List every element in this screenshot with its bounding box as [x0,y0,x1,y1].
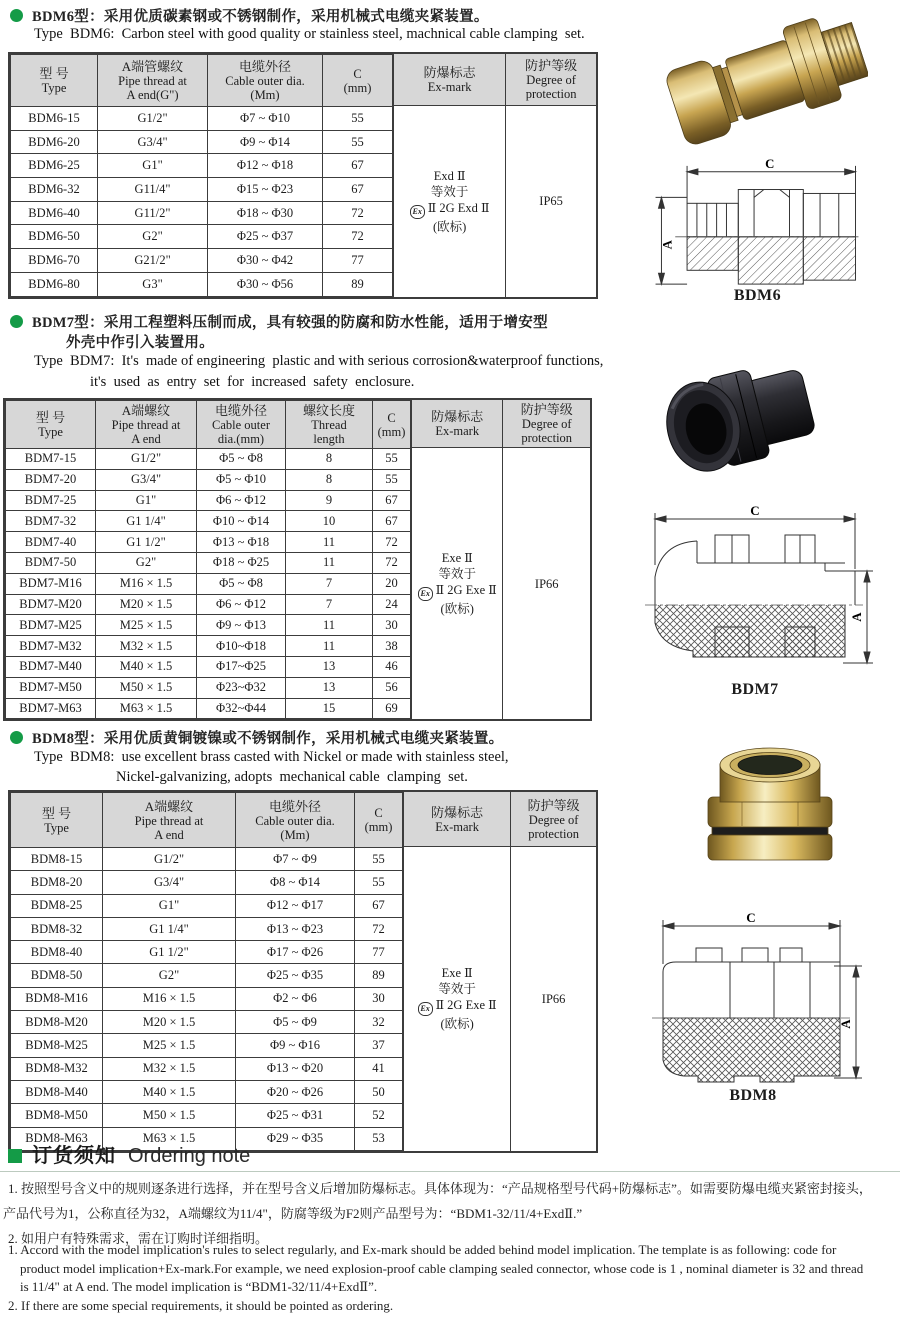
svg-text:C: C [746,912,756,925]
col-header-ex-mark: 防爆标志 Ex-mark [394,54,505,106]
cell-thread-length: 11 [286,636,373,657]
cell-c: 20 [373,573,411,594]
col-header-protection: 防护等级 Degree of protection [511,792,596,847]
note-line: 2. 如用户有特殊需求，需在订购时详细指明。 [8,1231,269,1246]
cell-thread-length: 9 [286,490,373,511]
cell-type: BDM7-15 [6,449,96,470]
ex-mark-value: Exe Ⅱ 等效于 Ex Ⅱ 2G Exe Ⅱ (欧标) [412,448,502,719]
cell-c: 55 [323,107,393,131]
bdm7-table [3,398,592,721]
svg-text:C: C [765,158,775,171]
cell-type: BDM7-20 [6,469,96,490]
bdm6-drawing [650,158,865,295]
cell-thread-length: 11 [286,552,373,573]
col-header-thread: A端螺纹 Pipe thread at A end [103,793,236,848]
cell-type: BDM8-M40 [11,1080,103,1103]
bdm6-photo [663,2,868,159]
cell-cable: Φ13 ~ Φ20 [236,1057,355,1080]
cell-type: BDM8-M25 [11,1034,103,1057]
table-row [11,1080,403,1103]
cell-cable: Φ5 ~ Φ8 [197,449,286,470]
col-header-cable: 电缆外径 Cable outer dia.(mm) [197,401,286,449]
protection-column [505,54,596,297]
cell-c: 77 [323,249,393,273]
svg-text:A: A [849,612,864,622]
section-title-cn-2: 外壳中作引入装置用。 [66,335,214,351]
cell-thread: G2" [103,964,236,987]
col-header-type: 型 号 Type [11,793,103,848]
bdm8-table-grid [10,792,403,1151]
ex-mark-value: Exe Ⅱ 等效于 Ex Ⅱ 2G Exe Ⅱ (欧标) [404,847,510,1151]
cell-cable: Φ25 ~ Φ31 [236,1104,355,1127]
table-row [6,449,411,470]
cell-type: BDM8-32 [11,917,103,940]
note-line: 产品代号为1，公称直径为32，A端螺纹为11/4"，防腐等级为F2则产品型号为：“BDM1-32/11/4+ExdⅡ.” [3,1206,583,1221]
cell-c: 55 [323,130,393,154]
cell-thread-length: 8 [286,469,373,490]
cell-thread: G21/2" [98,249,208,273]
note-line: product model implication+Ex-mark.For example, we need explosion-proof cable clamping sealed connector, whose code is 1 , nominal diameter is 32 and thread [20,1260,864,1276]
ex-mark-column [403,792,510,1151]
figure-label-bdm6: BDM6 [733,287,782,304]
cell-cable: Φ10 ~ Φ14 [197,511,286,532]
protection-column [502,400,590,719]
cell-thread-length: 8 [286,449,373,470]
table-row [6,656,411,677]
col-header-type: 型 号 Type [11,55,98,107]
ordering-note-heading [8,1139,250,1168]
cell-thread: M40 × 1.5 [96,656,197,677]
cell-c: 72 [373,552,411,573]
col-header-thread: A端螺纹 Pipe thread at A end [96,401,197,449]
ex-mark-column [411,400,502,719]
cell-thread-length: 10 [286,511,373,532]
cell-thread: M25 × 1.5 [103,1034,236,1057]
green-bullet-icon [10,315,23,328]
cell-type: BDM7-32 [6,511,96,532]
cell-thread-length: 13 [286,677,373,698]
cell-type: BDM6-20 [11,130,98,154]
cell-c: 67 [373,511,411,532]
cell-cable: Φ13 ~ Φ18 [197,532,286,553]
cell-c: 72 [323,225,393,249]
table-row [6,615,411,636]
table-row [11,964,403,987]
cell-type: BDM8-M32 [11,1057,103,1080]
cell-c: 37 [355,1034,403,1057]
cell-thread: M20 × 1.5 [103,1011,236,1034]
cell-thread: G1/2" [103,848,236,871]
table-row [6,594,411,615]
cell-c: 55 [355,871,403,894]
col-header-protection: 防护等级 Degree of protection [506,54,596,106]
header-row [11,793,403,848]
cell-cable: Φ30 ~ Φ42 [208,249,323,273]
protection-value: IP66 [541,991,566,1006]
cell-thread: G1 1/2" [103,941,236,964]
table-row [6,490,411,511]
cell-thread: M63 × 1.5 [96,698,197,719]
cell-thread: G3/4" [98,130,208,154]
ordering-note-title-en: Ordering note [128,1145,251,1167]
table-row [11,130,393,154]
cell-c: 72 [373,532,411,553]
cell-type: BDM8-15 [11,848,103,871]
divider [0,1171,900,1172]
table-row [11,1011,403,1034]
cell-cable: Φ12 ~ Φ18 [208,154,323,178]
table-row [6,573,411,594]
cell-type: BDM8-20 [11,871,103,894]
section-title-en: Type BDM6: Carbon steel with good quality or stainless steel, machnical cable clamping set. [34,26,585,42]
cell-thread: G2" [98,225,208,249]
cell-cable: Φ18 ~ Φ25 [197,552,286,573]
col-header-ex-mark: 防爆标志 Ex-mark [404,792,510,847]
bdm8-drawing [638,912,868,1095]
col-header-c: C (mm) [373,401,411,449]
ordering-note-title-cn: 订货须知 [32,1145,116,1167]
col-header-cable: 电缆外径 Cable outer dia. (Mm) [208,55,323,107]
cell-cable: Φ9 ~ Φ16 [236,1034,355,1057]
cell-thread: M16 × 1.5 [96,573,197,594]
table-row [11,154,393,178]
col-header-c: C (mm) [323,55,393,107]
cell-thread: G1" [103,894,236,917]
table-row [11,107,393,131]
cell-type: BDM8-M16 [11,987,103,1010]
cell-thread: G1" [98,154,208,178]
table-row [11,249,393,273]
cell-type: BDM7-M32 [6,636,96,657]
svg-text:A: A [660,240,675,250]
table-row [11,225,393,249]
cell-cable: Φ32~Φ44 [197,698,286,719]
col-header-thread-length: 螺纹长度 Thread length [286,401,373,449]
bdm7-photo [660,342,825,495]
cell-type: BDM8-40 [11,941,103,964]
cell-cable: Φ7 ~ Φ9 [236,848,355,871]
bdm7-table-grid [5,400,411,719]
bdm7-drawing [635,505,875,682]
note-line: 1. Accord with the model implication's rules to select regularly, and Ex-mark should be added behind model implication. The template is as following: code for [8,1242,837,1257]
note-line: 2. If there are some special requirements, it should be pointed as ordering. [8,1297,394,1313]
cell-c: 89 [355,964,403,987]
cell-c: 67 [355,894,403,917]
cell-type: BDM6-50 [11,225,98,249]
col-header-protection: 防护等级 Degree of protection [503,400,590,448]
cell-thread: G3" [98,272,208,296]
cell-cable: Φ25 ~ Φ37 [208,225,323,249]
ex-mark-column [393,54,505,297]
cell-type: BDM6-80 [11,272,98,296]
cell-type: BDM8-M63 [11,1127,103,1150]
cell-type: BDM6-40 [11,201,98,225]
table-row [11,1034,403,1057]
table-row [6,636,411,657]
cell-thread: G3/4" [103,871,236,894]
protection-column [510,792,596,1151]
cell-type: BDM8-M20 [11,1011,103,1034]
cell-type: BDM8-25 [11,894,103,917]
cell-c: 50 [355,1080,403,1103]
cell-thread-length: 11 [286,532,373,553]
col-header-cable: 电缆外径 Cable outer dia. (Mm) [236,793,355,848]
cell-cable: Φ17 ~ Φ26 [236,941,355,964]
cell-type: BDM7-M16 [6,573,96,594]
cell-type: BDM8-50 [11,964,103,987]
cell-cable: Φ17~Φ25 [197,656,286,677]
green-bullet-icon [10,9,23,22]
cell-thread: G1/2" [98,107,208,131]
ex-hexagon-icon: Ex [410,205,425,219]
ordering-note-en [8,1241,898,1315]
cell-cable: Φ9 ~ Φ14 [208,130,323,154]
cell-thread: M25 × 1.5 [96,615,197,636]
cell-type: BDM7-M50 [6,677,96,698]
cell-thread: M40 × 1.5 [103,1080,236,1103]
cell-cable: Φ30 ~ Φ56 [208,272,323,296]
cell-c: 32 [355,1011,403,1034]
cell-c: 46 [373,656,411,677]
cell-cable: Φ23~Φ32 [197,677,286,698]
cell-type: BDM6-15 [11,107,98,131]
green-bullet-icon [10,731,23,744]
cell-thread-length: 7 [286,594,373,615]
cell-thread: M50 × 1.5 [103,1104,236,1127]
cell-thread: G1 1/4" [96,511,197,532]
cell-thread: G1/2" [96,449,197,470]
table-row [11,871,403,894]
col-header-type: 型 号 Type [6,401,96,449]
cell-c: 30 [355,987,403,1010]
section-title-cn: BDM6型：采用优质碳素钢或不锈钢制作，采用机械式电缆夹紧装置。 [32,9,489,25]
note-line: is 11/4" at A end. The model implication is “BDM1-32/11/4+ExdⅡ”. [20,1279,378,1294]
table-row [11,1057,403,1080]
cell-thread-length: 13 [286,656,373,677]
cell-type: BDM7-50 [6,552,96,573]
bdm8-photo [680,740,860,880]
cell-cable: Φ6 ~ Φ12 [197,490,286,511]
cell-thread-length: 11 [286,615,373,636]
cell-c: 55 [373,469,411,490]
bdm6-table-grid [10,54,393,297]
cell-type: BDM6-70 [11,249,98,273]
cell-cable: Φ6 ~ Φ12 [197,594,286,615]
section-heading-bdm8: BDM8型：采用优质黄铜镀镍或不锈钢制作，采用机械式电缆夹紧装置。 [10,727,503,748]
cell-type: BDM7-25 [6,490,96,511]
cell-thread: G11/4" [98,178,208,202]
table-row [11,941,403,964]
svg-text:A: A [838,1019,853,1029]
cell-c: 52 [355,1104,403,1127]
cell-type: BDM7-M63 [6,698,96,719]
cell-cable: Φ13 ~ Φ23 [236,917,355,940]
cell-thread: M16 × 1.5 [103,987,236,1010]
table-row [11,848,403,871]
cell-thread-length: 15 [286,698,373,719]
note-line: 1. 按照型号含义中的规则逐条进行选择，并在型号含义后增加防爆标志。具体体现为：“产品规格型号代码+防爆标志”。如需要防爆电缆夹紧密封接头， [8,1181,872,1196]
cell-type: BDM7-M25 [6,615,96,636]
cell-cable: Φ18 ~ Φ30 [208,201,323,225]
table-row [6,511,411,532]
cell-c: 55 [355,848,403,871]
figure-label-bdm7: BDM7 [731,681,779,698]
svg-text:C: C [750,505,760,518]
table-row [6,532,411,553]
col-header-ex-mark: 防爆标志 Ex-mark [412,400,502,448]
cell-cable: Φ5 ~ Φ10 [197,469,286,490]
cell-type: BDM7-M20 [6,594,96,615]
cell-thread: M20 × 1.5 [96,594,197,615]
cell-c: 67 [323,178,393,202]
section-title-en: Type BDM7: It's made of engineering plastic and with serious corrosion&waterproof functions, [34,353,604,369]
cell-thread: G3/4" [96,469,197,490]
cell-cable: Φ5 ~ Φ8 [197,573,286,594]
cell-c: 69 [373,698,411,719]
cell-type: BDM6-25 [11,154,98,178]
cell-type: BDM8-M50 [11,1104,103,1127]
figure-label-bdm8: BDM8 [729,1087,777,1104]
cell-c: 56 [373,677,411,698]
cell-type: BDM7-M40 [6,656,96,677]
table-row [11,917,403,940]
section-title-en: Type BDM8: use excellent brass casted with Nickel or made with stainless steel, [34,749,509,765]
col-header-c: C (mm) [355,793,403,848]
bdm6-table [8,52,598,299]
ordering-note-cn [3,1176,898,1251]
table-row [6,552,411,573]
cell-thread: G2" [96,552,197,573]
cell-c: 77 [355,941,403,964]
cell-type: BDM7-40 [6,532,96,553]
protection-value: IP65 [539,194,563,209]
cell-cable: Φ20 ~ Φ26 [236,1080,355,1103]
table-row [11,1104,403,1127]
cell-thread: G1 1/2" [96,532,197,553]
cell-c: 72 [355,917,403,940]
table-row [6,698,411,719]
table-row [11,894,403,917]
table-row [6,469,411,490]
header-row [6,401,411,449]
section-heading-bdm7: BDM7型：采用工程塑料压制而成，具有较强的防腐和防水性能，适用于增安型 [10,311,548,332]
cell-thread: M32 × 1.5 [96,636,197,657]
cell-c: 72 [323,201,393,225]
cell-thread-length: 7 [286,573,373,594]
protection-value: IP66 [534,576,559,591]
ex-hexagon-icon: Ex [418,1002,433,1016]
cell-cable: Φ25 ~ Φ35 [236,964,355,987]
cell-c: 67 [373,490,411,511]
cell-c: 24 [373,594,411,615]
cell-thread: M50 × 1.5 [96,677,197,698]
cell-c: 55 [373,449,411,470]
cell-cable: Φ5 ~ Φ9 [236,1011,355,1034]
header-row [11,55,393,107]
table-row [6,677,411,698]
cell-c: 38 [373,636,411,657]
cell-thread: G1" [96,490,197,511]
cell-cable: Φ2 ~ Φ6 [236,987,355,1010]
cell-cable: Φ7 ~ Φ10 [208,107,323,131]
cell-thread: G11/2" [98,201,208,225]
cell-cable: Φ12 ~ Φ17 [236,894,355,917]
section-title-en-2: Nickel-galvanizing, adopts mechanical cable clamping set. [116,769,468,785]
ex-mark-value: Exd Ⅱ 等效于 Ex Ⅱ 2G Exd Ⅱ (欧标) [394,106,505,297]
ex-hexagon-icon: Ex [418,587,433,601]
cell-c: 41 [355,1057,403,1080]
cell-c: 53 [355,1127,403,1150]
table-row [11,272,393,296]
cell-thread: M63 × 1.5 [103,1127,236,1150]
section-heading-bdm6 [10,5,489,26]
table-row [11,178,393,202]
col-header-thread: A端管螺纹 Pipe thread at A end(G") [98,55,208,107]
table-row [11,201,393,225]
cell-cable: Φ15 ~ Φ23 [208,178,323,202]
table-row [11,987,403,1010]
green-square-icon [8,1149,22,1163]
cell-c: 67 [323,154,393,178]
cell-type: BDM6-32 [11,178,98,202]
cell-thread: G1 1/4" [103,917,236,940]
cell-cable: Φ8 ~ Φ14 [236,871,355,894]
cell-cable: Φ10~Φ18 [197,636,286,657]
cell-c: 30 [373,615,411,636]
cell-cable: Φ29 ~ Φ35 [236,1127,355,1150]
cell-thread: M32 × 1.5 [103,1057,236,1080]
section-title-en-2: it's used as entry set for increased safety enclosure. [90,374,415,390]
cell-cable: Φ9 ~ Φ13 [197,615,286,636]
cell-c: 89 [323,272,393,296]
bdm8-table [8,790,598,1153]
